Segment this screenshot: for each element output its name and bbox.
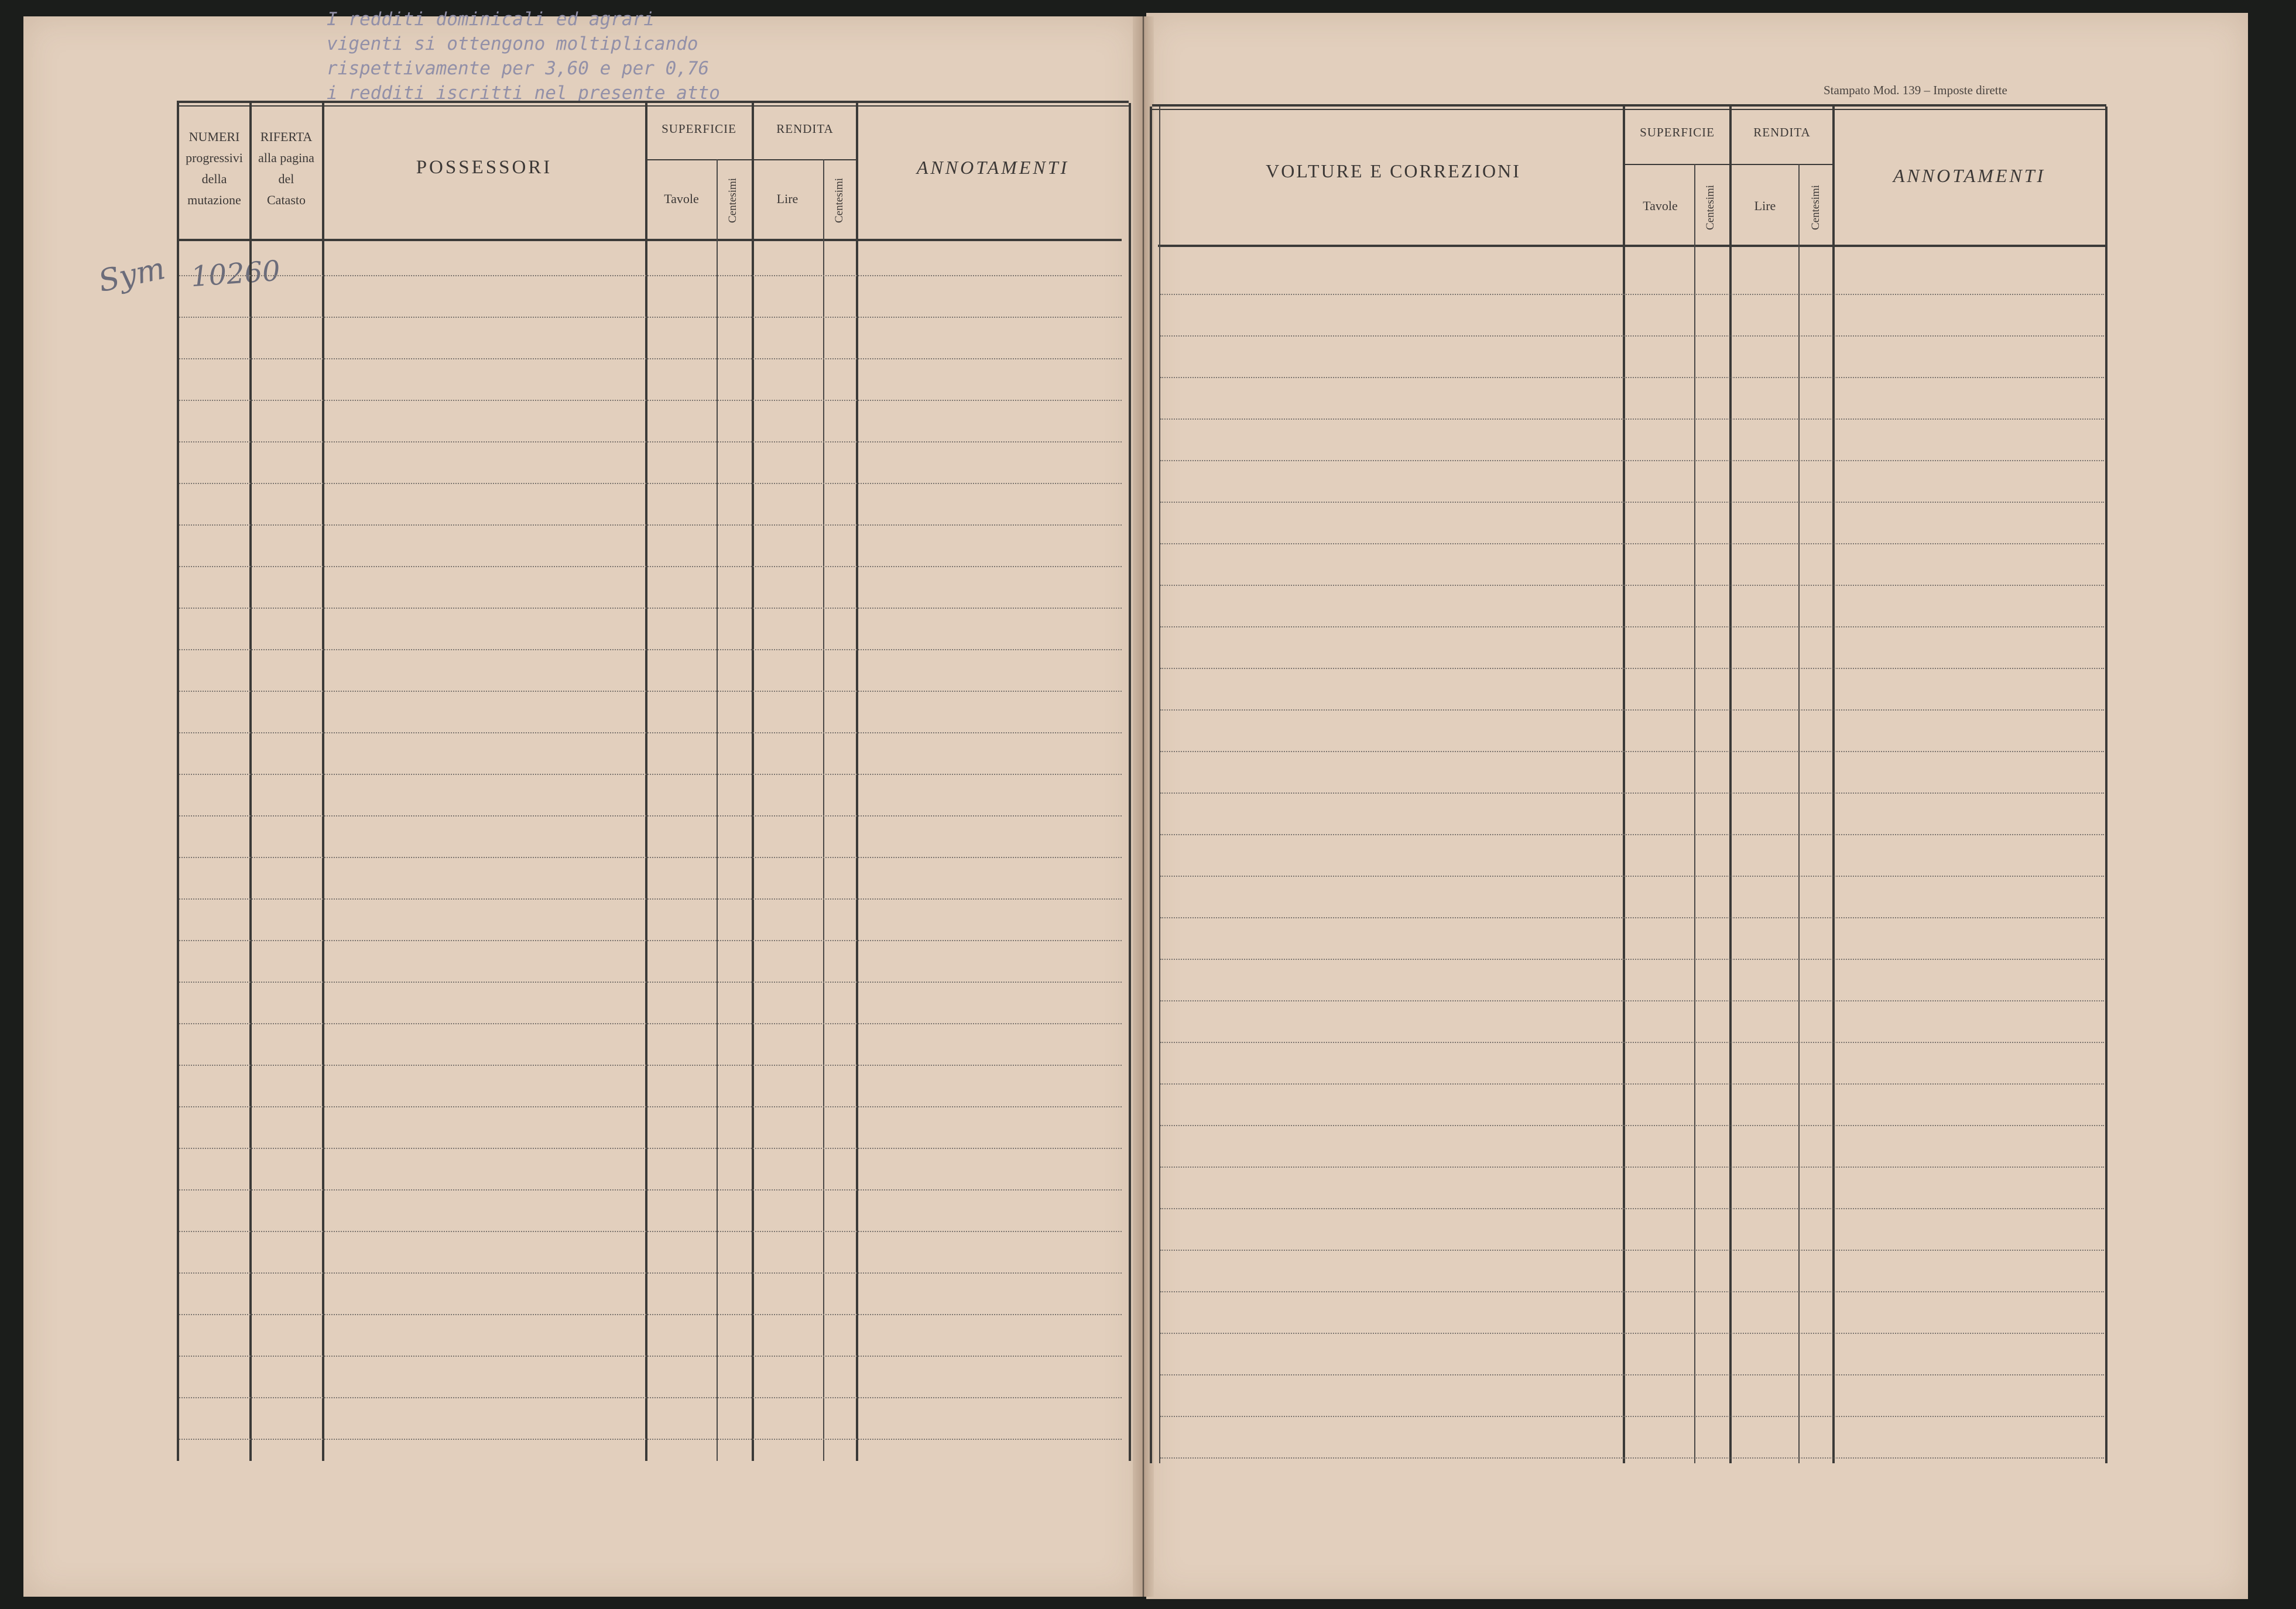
print-code: Stampato Mod. 139 – Imposte dirette xyxy=(1824,83,2007,97)
row-rule xyxy=(179,400,1122,401)
row-rule xyxy=(179,608,1122,609)
row-rule xyxy=(1160,377,2104,378)
row-rule xyxy=(179,982,1122,983)
column-rule xyxy=(249,103,252,1461)
header-possessori: POSSESSORI xyxy=(416,157,553,178)
header-annotamenti: ANNOTAMENTI xyxy=(1893,165,2046,186)
row-rule xyxy=(179,1189,1122,1191)
row-rule xyxy=(179,732,1122,733)
row-rule xyxy=(1160,502,2104,503)
row-rule xyxy=(179,857,1122,858)
table-top-rule xyxy=(1152,104,2106,107)
mutation-number: 10260 xyxy=(190,254,282,294)
header-centesimi: Centesimi xyxy=(1704,184,1716,230)
column-rule xyxy=(856,103,858,1461)
header-numeri: NUMERI progressivi della mutazione xyxy=(186,129,243,207)
column-rule xyxy=(2105,107,2107,1463)
row-rule xyxy=(179,483,1122,484)
row-rule xyxy=(1160,1083,2104,1085)
row-rule xyxy=(1160,876,2104,877)
row-rule xyxy=(179,275,1122,276)
redditi-stamp xyxy=(327,7,720,104)
row-rule xyxy=(1160,1000,2104,1001)
table-top-rule xyxy=(177,101,1129,103)
header-lire: Lire xyxy=(1754,198,1776,213)
table-top-rule xyxy=(177,105,1129,107)
row-rule xyxy=(1160,709,2104,711)
column-rule xyxy=(322,103,324,1461)
header-centesimi: Centesimi xyxy=(727,177,739,223)
column-rule xyxy=(1832,107,1835,1463)
row-rule xyxy=(1160,543,2104,544)
row-rule xyxy=(179,815,1122,816)
row-rule xyxy=(179,524,1122,526)
row-rule xyxy=(179,1397,1122,1398)
row-rule xyxy=(1160,585,2104,586)
row-rule xyxy=(179,1356,1122,1357)
row-rule xyxy=(1160,959,2104,960)
margin-note: Sym xyxy=(95,251,169,300)
row-rule xyxy=(179,1106,1122,1107)
stamp-line: i redditi iscritti nel presente atto xyxy=(327,83,720,104)
row-rule xyxy=(179,898,1122,900)
row-rule xyxy=(1160,751,2104,752)
row-rule xyxy=(179,317,1122,318)
column-rule xyxy=(1694,164,1695,1463)
row-rule xyxy=(1160,1457,2104,1459)
column-rule xyxy=(1729,107,1732,1463)
row-rule xyxy=(179,1231,1122,1232)
header-bottom-rule xyxy=(177,239,1122,241)
row-rule xyxy=(179,1272,1122,1274)
column-rule xyxy=(752,103,754,1461)
row-rule xyxy=(1160,460,2104,461)
row-rule xyxy=(1160,1125,2104,1126)
column-rule xyxy=(645,103,647,1461)
row-rule xyxy=(179,358,1122,359)
column-rule xyxy=(177,103,179,1461)
row-rule xyxy=(1160,1042,2104,1043)
column-rule xyxy=(1798,164,1800,1463)
row-rule xyxy=(179,774,1122,775)
header-tavole: Tavole xyxy=(664,191,699,206)
header-superficie: SUPERFICIE xyxy=(1640,125,1715,139)
left-page xyxy=(23,16,1139,1597)
row-rule xyxy=(179,691,1122,692)
header-riferta: RIFERTA alla pagina del Catasto xyxy=(258,129,314,207)
table-top-rule xyxy=(1152,109,2106,110)
column-rule xyxy=(1159,107,1160,1463)
header-centesimi: Centesimi xyxy=(833,177,845,223)
header-annotamenti: ANNOTAMENTI xyxy=(916,157,1070,178)
stamp-line: rispettivamente per 3,60 e per 0,76 xyxy=(327,58,710,79)
row-rule xyxy=(1160,1250,2104,1251)
row-rule xyxy=(179,1148,1122,1149)
row-rule xyxy=(179,441,1122,442)
column-rule xyxy=(1150,107,1152,1463)
row-rule xyxy=(179,566,1122,567)
row-rule xyxy=(1160,418,2104,420)
row-rule xyxy=(1160,917,2104,918)
column-rule xyxy=(823,159,824,1461)
row-rule xyxy=(1160,834,2104,835)
row-rule xyxy=(179,940,1122,941)
header-superficie: SUPERFICIE xyxy=(662,122,736,136)
header-lire: Lire xyxy=(776,191,799,206)
row-rule xyxy=(1160,793,2104,794)
header-bottom-rule xyxy=(1158,245,2106,247)
row-rule xyxy=(1160,335,2104,337)
row-rule xyxy=(1160,1333,2104,1334)
column-rule xyxy=(717,159,718,1461)
row-rule xyxy=(179,1023,1122,1024)
header-rendita: RENDITA xyxy=(1753,125,1811,139)
stamp-line: vigenti si ottengono moltiplicando xyxy=(327,33,698,54)
row-rule xyxy=(179,1065,1122,1066)
row-rule xyxy=(1160,1208,2104,1209)
column-rule xyxy=(1129,103,1131,1461)
header-rendita: RENDITA xyxy=(776,122,834,136)
header-volture: VOLTURE E CORREZIONI xyxy=(1266,160,1521,181)
row-rule xyxy=(1160,1167,2104,1168)
row-rule xyxy=(1160,668,2104,669)
row-rule xyxy=(1160,1374,2104,1375)
column-rule xyxy=(1623,107,1625,1463)
header-tavole: Tavole xyxy=(1643,198,1678,213)
right-page xyxy=(1146,13,2248,1599)
row-rule xyxy=(1160,294,2104,295)
row-rule xyxy=(179,1439,1122,1440)
header-centesimi: Centesimi xyxy=(1810,184,1822,230)
row-rule xyxy=(1160,626,2104,627)
row-rule xyxy=(179,1314,1122,1315)
row-rule xyxy=(179,649,1122,650)
row-rule xyxy=(1160,1416,2104,1417)
row-rule xyxy=(1160,1291,2104,1292)
stamp-line: I redditi dominicali ed agrari xyxy=(327,9,654,30)
